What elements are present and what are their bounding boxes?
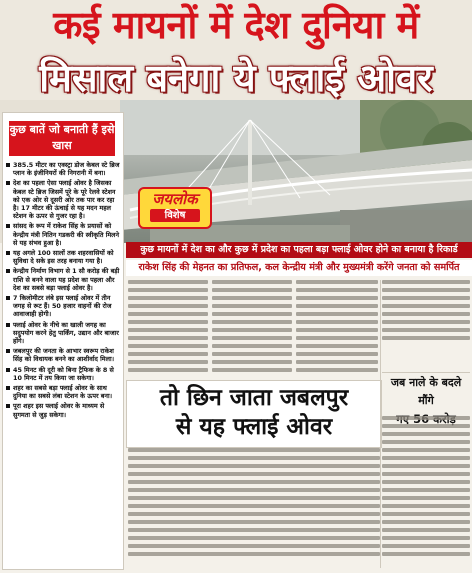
list-item: देश का पहला ऐसा फ्लाई ओवर है जिसका केबल स्टे ब्रिज जिसमें पूरे के पूरे रेलवे स्टेशन को एक ओर से दूसरी ओर तक पार कर रहा है। 17 मीटर की ऊंचाई से यह मदन महल स्टेशन के ऊपर से गुजर रहा है। (6, 179, 120, 220)
right-box-column (382, 416, 470, 568)
article-column-4 (382, 280, 470, 350)
photo-caption: कुछ मायनों में देश का और कुछ में प्रदेश का पहला बड़ा फ्लाई ओवर होने का बनाया है रिकार्ड (126, 242, 472, 258)
article-column-2 (212, 280, 292, 378)
article-column-5 (128, 448, 380, 568)
sub-headline-line-1: तो छिन जाता जबलपुर (159, 385, 349, 411)
subcaption: राकेश सिंह की मेहनत का प्रतिफल, कल केन्द्रीय मंत्री और मुख्यमंत्री करेंगे जनता को समर्पित (126, 260, 472, 276)
right-box-heading (382, 374, 470, 414)
list-item: यह अगले 100 सालों तक शहरवासियों को सुविधा दे सके इस तरह बनाया गया है। (6, 249, 120, 265)
headline-line-2: मिसाल बनेगा ये फ्लाई ओवर (39, 56, 433, 100)
sub-headline-box (126, 380, 382, 448)
article-column-3 (296, 280, 378, 378)
column-divider (380, 280, 381, 568)
sidebar-heading: कुछ बातें जो बनाती हैं इसे खास (9, 121, 115, 156)
list-item: फ्लाई ओवर के नीचे का खाली जगह का सदुपयोग करने हेतु पार्किंग, उद्यान और बाजार होंगे। (6, 321, 120, 346)
right-box-line-1: जब नाले के बदले मौंगे (390, 376, 462, 407)
headline-line-1: कई मायनों में देश दुनिया में (53, 3, 419, 47)
list-item: पूरा शहर इस फ्लाई ओवर के माध्यम से सुगमता से जुड़ सकेगा। (6, 402, 120, 418)
article-column-1 (128, 280, 208, 378)
section-divider (382, 372, 470, 373)
sub-headline-line-2: से यह फ्लाई ओवर (175, 414, 333, 440)
logo-tag-text: विशेष (150, 209, 200, 222)
list-item: 385.5 मीटर का एक्स्ट्रा डोज केबल स्टे ब्रिज प्लान के इंजीनियरों की निगरानी में बना। (6, 161, 120, 177)
list-item: सांसद के रूप में राकेश सिंह के प्रयासों को केन्द्रीय मंत्री नितिन गडकरी की स्वीकृति मिलने से यह संभव हुआ है। (6, 222, 120, 247)
list-item: केन्द्रीय निर्माण विभाग से 1 सौ करोड़ की बड़ी राशि से बनने वाला यह प्रदेश का पहला और देश का सबसे बड़ा फ्लाई ओवर है। (6, 267, 120, 292)
list-item: जबलपुर की जनता के आभार स्वरूप राकेश सिंह को विधायक बनने का आशीर्वाद मिला। (6, 347, 120, 363)
list-item: 7 किलोमीटर लंबे इस फ्लाई ओवर में तीन जगह से रूट हैं। 50 हजार वाहनों की रोज आवाजाही होगी। (6, 294, 120, 319)
list-item: 45 मिनट की दूरी को बिना ट्रैफिक के 8 से 10 मिनट में तय किया जा सकेगा। (6, 366, 120, 382)
highlights-list (6, 161, 120, 421)
headline-block (0, 0, 472, 108)
list-item: शहर का सबसे बड़ा फ्लाई ओवर के साथ दुनिया का सबसे लंबा स्टेशन के ऊपर बना। (6, 384, 120, 400)
logo-brand-text: जयलोक (152, 190, 198, 208)
highlights-sidebar (2, 112, 124, 570)
jaylok-logo-badge (138, 187, 212, 229)
